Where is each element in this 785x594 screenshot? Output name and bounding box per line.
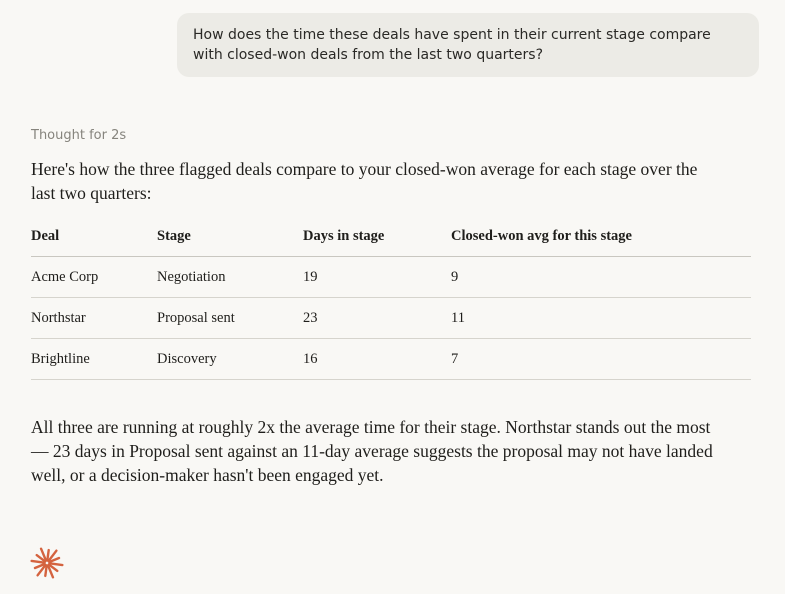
cell-deal: Brightline [31, 339, 157, 380]
starburst-logo-icon [30, 546, 64, 580]
cell-avg: 7 [451, 339, 751, 380]
cell-days: 16 [303, 339, 451, 380]
header-stage: Stage [157, 216, 303, 257]
header-days-in-stage: Days in stage [303, 216, 451, 257]
table-row [31, 339, 751, 380]
cell-avg: 11 [451, 298, 751, 339]
header-deal: Deal [31, 216, 157, 257]
assistant-summary-text: All three are running at roughly 2x the average time for their stage. Northstar stands out the most — 23 days in Proposal sent against an 11-day average suggests the proposal may not have landed well, or a decision-maker hasn't been engaged yet. [31, 417, 713, 485]
assistant-intro-text: Here's how the three flagged deals compare to your closed-won average for each stage over the last two quarters: [31, 159, 698, 203]
cell-stage: Proposal sent [157, 298, 303, 339]
table-header-row [31, 216, 751, 257]
cell-avg: 9 [451, 257, 751, 298]
table-row [31, 298, 751, 339]
cell-days: 23 [303, 298, 451, 339]
cell-stage: Discovery [157, 339, 303, 380]
cell-days: 19 [303, 257, 451, 298]
cell-deal: Northstar [31, 298, 157, 339]
table-row [31, 257, 751, 298]
deals-comparison-table [31, 216, 751, 380]
cell-deal: Acme Corp [31, 257, 157, 298]
user-message-bubble: How does the time these deals have spent in their current stage compare with closed-won deals from the last two quarters? [177, 13, 759, 77]
cell-stage: Negotiation [157, 257, 303, 298]
header-closed-won-avg: Closed-won avg for this stage [451, 216, 751, 257]
thought-duration-label[interactable]: Thought for 2s [31, 128, 127, 143]
